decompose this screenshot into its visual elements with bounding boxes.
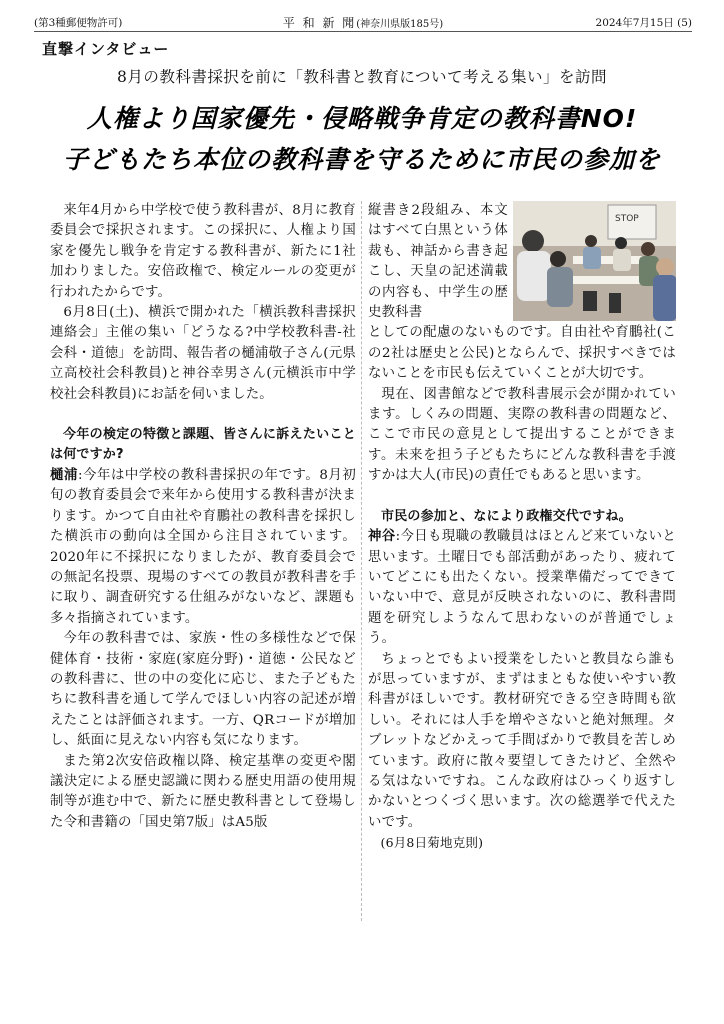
speaker-name: 神谷 [368, 529, 396, 545]
paragraph: ちょっとでもよい授業をしたいと教員なら誰もが思っていますが、まずはまともな使いやすい教科書がほしいです。教材研究できる空き時間も欲しい。それには人手を増やさないと絶対無理。タブレットなどかえって手間ばかりで教員を苦しめています。政府に散々要望してきたけど、全然やる気はないですね。こんな政府はひっくり返すしかないとつくづく思います。次の総選挙で代えたいです。 [368, 651, 676, 830]
paragraph: 6月8日(土)、横浜で開かれた「横浜教科書採択連絡会」主催の集い「どうなる?中学校教科書-社会科・道徳」を訪問、報告者の樋浦敬子さん(元県立高校社会科教員)と神谷幸男さん(元横浜市中学校社会科教員)にお話を伺いました。 [50, 305, 356, 402]
paragraph: 現在、図書館などで教科書展示会が開かれています。しくみの問題、実際の教科書の問題など、ここで市民の意見として提出することができます。未来を担う子どもたちにどんな教科書を手渡すかは大人(市民)の責任でもあると思います。 [368, 386, 676, 484]
headline-main: 人権より国家優先・侵略戦争肯定の教科書NO! [86, 104, 638, 133]
paragraph: としての配慮のないものです。自由社や育鵬社(この2社は歴史と公民)とならんで、採択すべきではないことを市民も伝えていくことが大切です。 [368, 325, 676, 382]
photo-sign-text: STOP [615, 214, 639, 224]
postal-permit: (第3種郵便物許可) [34, 17, 123, 29]
article-left-column [50, 201, 356, 833]
paragraph: 縦書き2段組み、本文はすべて白黒という体裁も、神話から書き起こし、天皇の記述満載の内容も、中学生の歴史教科書 [368, 203, 508, 321]
article-right-column [368, 201, 676, 854]
issue-date: 2024年7月15日 (5) [595, 17, 692, 29]
edition-label: (神奈川県版185号) [356, 19, 444, 30]
paragraph: 来年4月から中学校で使う教科書が、8月に教育委員会で採択されます。この採択に、人権より国家を優先し戦争を肯定する教科書が、新たに1社加わりました。安倍政権で、検定ルールの変更が行われたからです。 [50, 203, 356, 300]
headline-sub: 子どもたち本位の教科書を守るために市民の参加を [62, 145, 661, 174]
answer-paragraph: 樋浦:今年は中学校の教科書採択の年です。8月初旬の教育委員会で来年から使用する教科書が決まります。かつて自由社や育鵬社の教科書を採択した横浜市の動向は全国から注目されています。2020年に不採択になりましたが、教育委員会での無記名投票、現場のすべての教員が教科書を手に取り、調査研究する仕組みがないなど、課題も多々指摘されています。 [50, 467, 356, 626]
newspaper-name: 平 和 新 聞(神奈川県版185号) [282, 16, 444, 30]
speaker-name: 樋浦 [50, 467, 78, 483]
answer-paragraph: 神谷:今日も現職の教職員はほとんど来ていないと思います。土曜日でも部活動があったり、疲れていてどこにも出たくない。授業準備だってできていない中で、意見が反映されないのに、教科書問題を研究しようなんて思わないのが普通でしょう。 [368, 529, 676, 647]
question-heading: 市民の参加と、なにより政権交代ですね。 [381, 508, 632, 524]
corner-title: 直撃インタビュー [42, 40, 170, 58]
paragraph: また第2次安倍政権以降、検定基準の変更や閣議決定による歴史認識に関わる歴史用語の使用規制等が進む中で、新たに歴史教科書として登場した令和書籍の「国史第7版」はA5版 [50, 753, 356, 830]
masthead [34, 13, 692, 32]
lead-line: 8月の教科書採択を前に「教科書と教育について考える集い」を訪問 [116, 68, 608, 86]
byline: (6月8日菊地克則) [380, 835, 484, 851]
column-divider [361, 201, 362, 921]
question-heading: 今年の検定の特徴と課題、皆さんに訴えたいことは何ですか? [50, 427, 356, 463]
paragraph: 今年の教科書では、家族・性の多様性などで保健体育・技術・家庭(家庭分野)・道徳・公民などの教科書に、世の中の変化に応じ、また子どもたちに教科書を通して学んでほしい内容の記述が増えたことは評価されます。一方、QRコードが増加し、紙面に見えない内容も気になります。 [50, 631, 356, 749]
